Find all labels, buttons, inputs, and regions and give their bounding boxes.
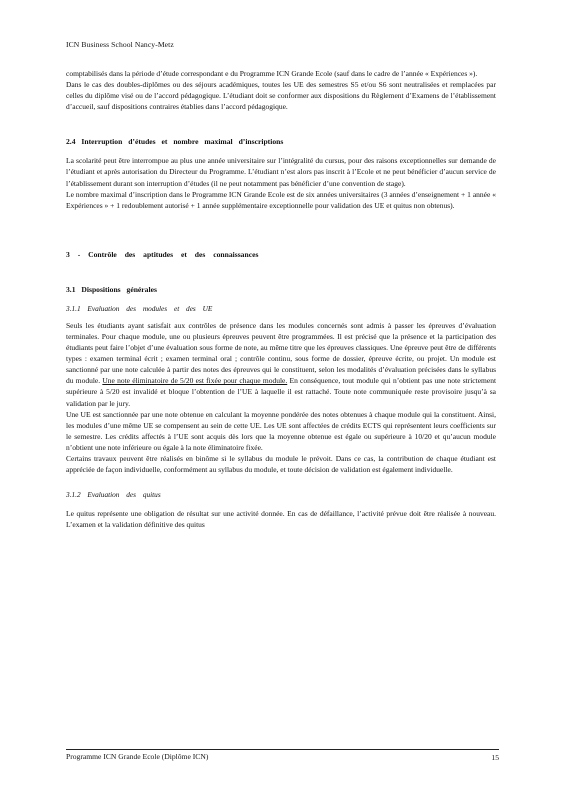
- page-body: [66, 68, 496, 530]
- eliminatory-note-rule: Une note éliminatoire de 5/20 est fixée pour chaque module.: [102, 376, 288, 386]
- paragraph-3-1-1-c: Une UE est sanctionnée par une note obtenue en calculant la moyenne pondérée des notes obtenues à chaque module qui la constituent. Ainsi, les modules d’une même UE se compensent au sein de cette UE. Les UE sont affectées de crédits ECTS qui représentent leurs coefficients sur le semestre. Les crédits affectés à l’UE sont acquis dès lors que la moyenne obtenue est égale ou supérieure à 10/20 et qu’aucun module n’obtient une note inférieure ou égale à la note éliminatoire fixée.: [66, 409, 496, 452]
- paragraph-3-1-1-b-text: En conséquence, tout module qui n’obtient pas une note strictement supérieure à 5/20 est invalidé et bloque l’obtention de l’UE à laquelle il est rattaché. Toute note communiquée reste provisoire jusqu’à sa validation par le jury.: [66, 376, 497, 408]
- paragraph-3-1-1-a-text: Seuls les étudiants ayant satisfait aux contrôles de présence dans les modules concernés sont admis à passer les épreuves d’évaluation terminales. Pour chaque module, une ou plusieurs épreuves peuvent être programmées. Il est précisé que la présence et la participation des étudiants peut faire l’objet d’une évaluation sous forme de note, au même titre que les épreuves classiques. Une épreuve peut être de différents types : examen terminal écrit ; examen terminal oral ; contrôle continu, sous forme de dossier, épreuve écrite, ou projet. Un module est sanctionné par une note calculée à partir des notes des épreuves qui le constituent, selon les modalités d’évaluation précisées dans le syllabus du module.: [66, 320, 496, 386]
- section-heading-3-1: 3.1 Dispositions générales: [66, 284, 157, 294]
- paragraph-3-1-1-d: Certains travaux peuvent être réalisés en binôme si le syllabus du module le prévoit. Dans ce cas, la contribution de chaque étudiant est appréciée de façon individuelle, conformément au syllabus du module, et toute décision de validation est également individuelle.: [66, 453, 496, 475]
- paragraph-2-4-2: Le nombre maximal d’inscription dans le Programme ICN Grande Ecole est de six années universitaires (3 années d’enseignement + 1 année « Expériences » + 1 redoublement autorisé + 1 année supplémentaire exceptionnelle pour validation des UE et quitus non obtenus).: [66, 189, 496, 210]
- paragraph-2-4-1: La scolarité peut être interrompue au plus une année universitaire sur l’intégralité du cursus, pour des raisons exceptionnelles sur demande de l’étudiant et après autorisation du Directeur du Programme. L’étudiant n’est alors pas inscrit à l’Ecole et ne peut bénéficier d’aucun service de l’établissement durant son interruption d’études (il ne peut notamment pas bénéficier d’une convention de stage).: [66, 156, 496, 188]
- running-header: ICN Business School Nancy-Metz: [66, 40, 174, 49]
- page-footer: [66, 749, 499, 761]
- paragraph-intro-2: Dans le cas des doubles-diplômes ou des séjours académiques, toutes les UE des semestres S5 et/ou S6 sont neutralisées et remplacées par celles du diplôme visé ou de l’accord pédagogique. L’étudiant doit se conformer aux dispositions du Règlement d’Examens de l’établissement d’accueil, sauf dispositions contraires établies dans l’accord pédagogique.: [66, 80, 496, 112]
- paragraph-3-1-2: Le quitus représente une obligation de résultat sur une activité donnée. En cas de défaillance, l’activité prévue doit être réalisée à nouveau. L’examen et la validation définitive des quitus: [66, 509, 496, 530]
- section-heading-2-4: 2.4 Interruption d’études et nombre maximal d’inscriptions: [66, 137, 284, 147]
- paragraph-intro-1: comptabilisés dans la période d’étude correspondant e du Programme ICN Grande Ecole (sauf dans le cadre de l’année « Expériences »).: [66, 69, 478, 78]
- subsection-heading-3-1-2: 3.1.2 Evaluation des quitus: [66, 490, 161, 500]
- paragraph-3-1-1-a: [66, 320, 496, 409]
- footer-program-title: Programme ICN Grande Ecole (Diplôme ICN): [66, 752, 209, 761]
- subsection-heading-3-1-1: 3.1.1 Evaluation des modules et des UE: [66, 303, 213, 313]
- section-heading-3: 3 - Contrôle des aptitudes et des connaissances: [66, 249, 259, 259]
- page-number: 15: [491, 753, 499, 762]
